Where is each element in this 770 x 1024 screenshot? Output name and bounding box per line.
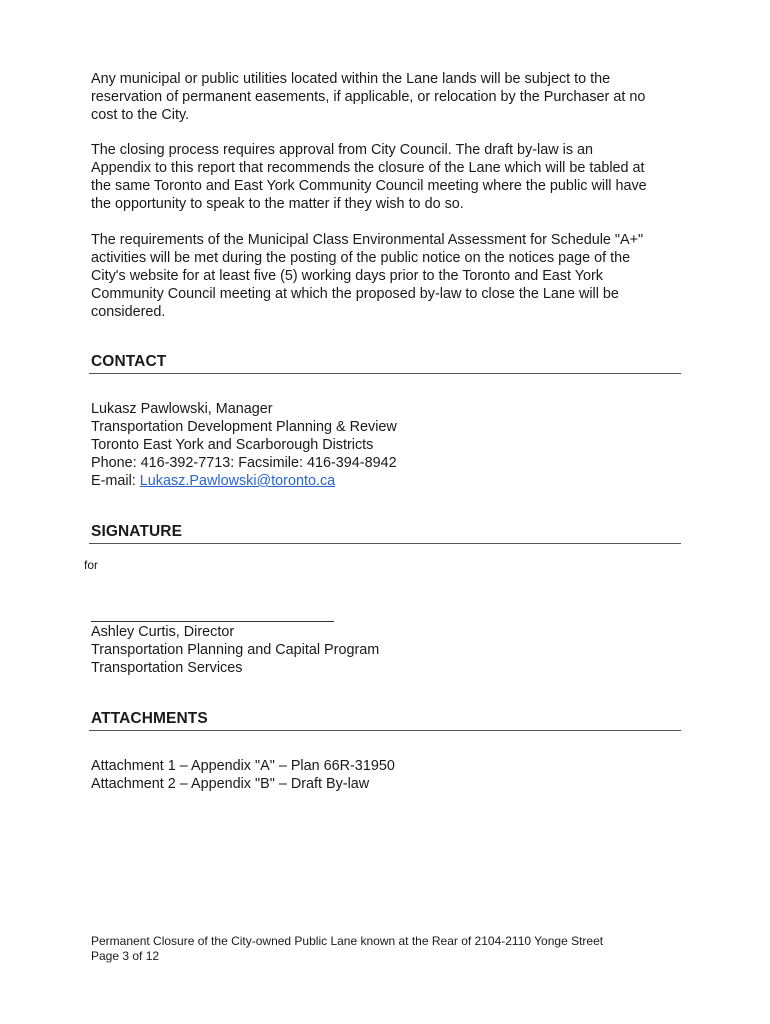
signer-services: Transportation Services [91, 660, 243, 676]
paragraph-line: the opportunity to speak to the matter if they wish to do so. [91, 196, 464, 212]
signature-divider [89, 543, 681, 544]
signer-program: Transportation Planning and Capital Program [91, 642, 380, 658]
paragraph-line: cost to the City. [91, 107, 190, 123]
paragraph-utilities [91, 70, 691, 124]
paragraph-line: The closing process requires approval from City Council. The draft by-law is an [91, 142, 594, 158]
attachment-item: Attachment 2 – Appendix "B" – Draft By-law [91, 776, 370, 792]
contact-email-line [91, 472, 397, 490]
paragraph-line: Any municipal or public utilities located within the Lane lands will be subject to the [91, 71, 611, 87]
contact-heading: CONTACT [91, 353, 167, 370]
footer-page-number: Page 3 of 12 [91, 949, 160, 963]
signer-name: Ashley Curtis, Director [91, 624, 235, 640]
contact-department: Transportation Development Planning & Review [91, 419, 397, 435]
attachments-list [91, 757, 395, 793]
attachments-divider [89, 730, 681, 731]
paragraph-line: reservation of permanent easements, if applicable, or relocation by the Purchaser at no [91, 89, 646, 105]
paragraph-closing-process [91, 141, 691, 213]
attachment-item: Attachment 1 – Appendix "A" – Plan 66R-31950 [91, 758, 395, 774]
paragraph-line: activities will be met during the posting of the public notice on the notices page of the [91, 250, 631, 266]
footer-title: Permanent Closure of the City-owned Public Lane known at the Rear of 2104-2110 Yonge Street [91, 934, 604, 948]
contact-block [91, 400, 397, 490]
paragraph-line: the same Toronto and East York Community Council meeting where the public will have [91, 178, 647, 194]
page-footer [91, 934, 603, 964]
paragraph-line: considered. [91, 304, 166, 320]
paragraph-line: City's website for at least five (5) working days prior to the Toronto and East York [91, 268, 603, 284]
contact-phone: Phone: 416-392-7713: Facsimile: 416-394-8942 [91, 455, 397, 471]
paragraph-line: Appendix to this report that recommends the closure of the Lane which will be tabled at [91, 160, 645, 176]
signature-heading: SIGNATURE [91, 523, 183, 540]
contact-divider [89, 373, 681, 374]
contact-name: Lukasz Pawlowski, Manager [91, 401, 273, 417]
signer-block [91, 623, 379, 677]
signature-line [91, 621, 334, 622]
attachments-heading: ATTACHMENTS [91, 710, 208, 727]
signature-for-text: for [84, 558, 99, 572]
paragraph-line: The requirements of the Municipal Class Environmental Assessment for Schedule "A+" [91, 232, 644, 248]
paragraph-line: Community Council meeting at which the proposed by-law to close the Lane will be [91, 286, 619, 302]
contact-district: Toronto East York and Scarborough Districts [91, 437, 374, 453]
paragraph-environmental-assessment [91, 231, 691, 321]
contact-email-link[interactable]: Lukasz.Pawlowski@toronto.ca [139, 473, 336, 489]
contact-email-label: E-mail: [91, 473, 140, 489]
